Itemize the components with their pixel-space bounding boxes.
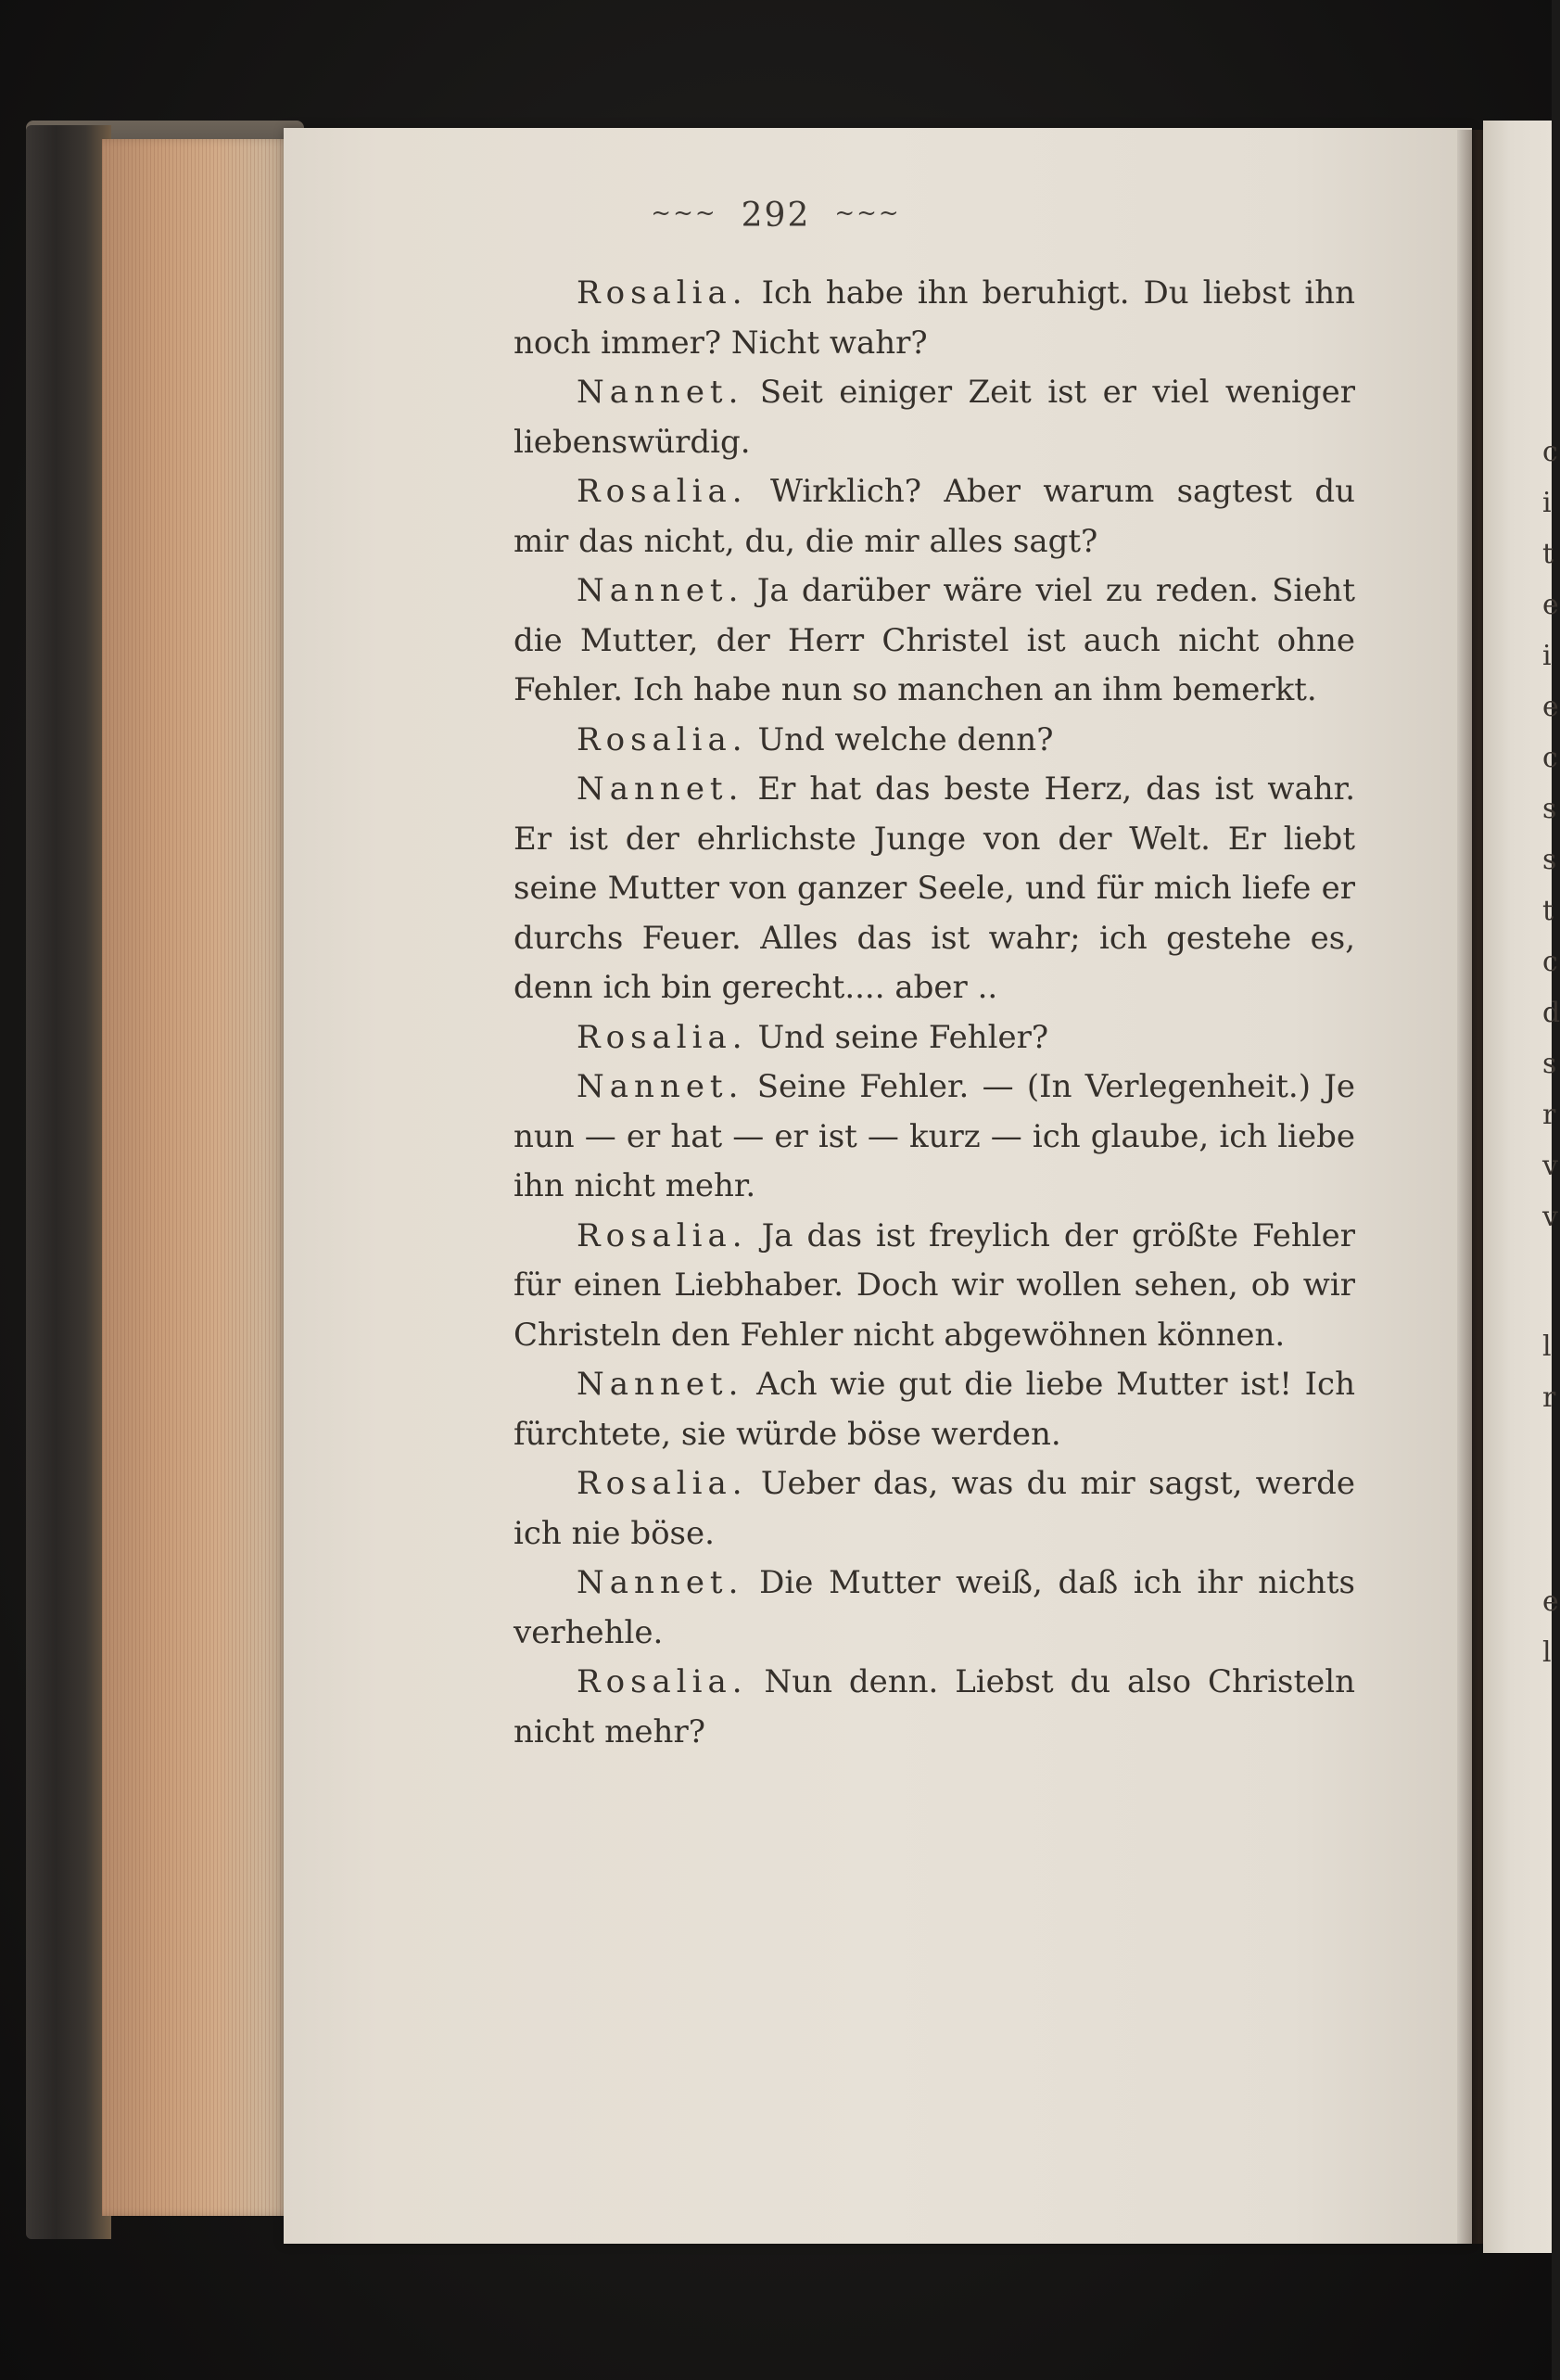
facing-page-fragment: e (1542, 589, 1559, 621)
book-cover (26, 125, 111, 2239)
speaker-name: Rosalia. (577, 1216, 748, 1254)
dialogue-line (514, 1360, 1355, 1459)
page-text (514, 269, 1355, 1757)
facing-page-fragment: i (1542, 487, 1552, 519)
dialogue-text: Und welche denn? (757, 720, 1054, 758)
speaker-name: Rosalia. (577, 1465, 748, 1502)
dialogue-text: Ja das ist freylich der größte Fehler für einen Liebhaber. Doch wir wollen sehen, ob wir Christeln den Fehler nicht abgewöhnen können. (514, 1216, 1356, 1354)
dialogue-text: Ich habe ihn beruhigt. Du liebst ihn noch immer? Nicht wahr? (514, 274, 1355, 362)
dialogue-line (514, 1212, 1355, 1361)
dialogue-text: Wirklich? Aber warum sagtest du mir das nicht, du, die mir alles sagt? (514, 473, 1355, 560)
dialogue-line (514, 765, 1355, 1013)
dialogue-text: Seine Fehler. — (In Verlegenheit.) Je nun — er hat — er ist — kurz — ich glaube, ich liebe ihn nicht mehr. (514, 1068, 1355, 1204)
facing-page-fragment: s (1542, 793, 1557, 825)
facing-page (1483, 121, 1560, 2253)
dialogue-line (514, 269, 1355, 368)
dialogue-text: Seit einiger Zeit ist er viel weniger liebenswürdig. (514, 374, 1356, 461)
facing-page-fragment: r (1542, 1099, 1556, 1131)
speaker-name: Nannet. (577, 374, 744, 411)
page-block-edge (102, 139, 292, 2216)
facing-page-fragment: c (1542, 436, 1558, 468)
speaker-name: Rosalia. (577, 1018, 748, 1056)
dialogue-text: Ueber das, was du mir sagst, werde ich nie böse. (514, 1465, 1356, 1552)
page-header (0, 197, 1552, 235)
speaker-name: Nannet. (577, 770, 744, 808)
dialogue-line (514, 716, 1355, 766)
facing-page-fragment: i (1542, 640, 1552, 672)
dialogue-line (514, 1658, 1355, 1757)
dialogue-text: Ach wie gut die liebe Mutter ist! Ich fürchtete, sie würde böse werden. (514, 1366, 1355, 1453)
facing-page-fragment: s (1542, 844, 1557, 876)
facing-page-fragment: r (1542, 1381, 1556, 1414)
speaker-name: Rosalia. (577, 274, 748, 312)
dialogue-line (514, 1013, 1355, 1063)
facing-page-fragment: e (1542, 691, 1559, 723)
facing-page-fragment: t (1542, 895, 1554, 927)
page-number: 292 (741, 197, 811, 235)
header-ornament-right: ~~~ (834, 199, 901, 227)
facing-page-fragment: t (1542, 538, 1554, 570)
facing-page-fragment: v (1542, 1150, 1558, 1182)
facing-page-fragment: c (1542, 946, 1558, 978)
dialogue-text: Die Mutter weiß, daß ich ihr nichts verhehle. (514, 1564, 1355, 1651)
facing-page-fragment: d (1542, 997, 1560, 1029)
speaker-name: Rosalia. (577, 473, 748, 510)
dialogue-line (514, 1063, 1355, 1212)
dialogue-line (514, 1559, 1355, 1658)
dialogue-text: Nun denn. Liebst du also Christeln nicht mehr? (514, 1663, 1355, 1750)
facing-page-fragment: s (1542, 1048, 1557, 1080)
dialogue-line (514, 1459, 1355, 1559)
speaker-name: Nannet. (577, 1564, 744, 1601)
facing-page-fragment: l (1542, 1636, 1552, 1669)
dialogue-text: Und seine Fehler? (757, 1018, 1049, 1056)
facing-page-fragment: v (1542, 1201, 1558, 1233)
dialogue-line (514, 467, 1355, 566)
speaker-name: Rosalia. (577, 720, 748, 758)
speaker-name: Nannet. (577, 1068, 744, 1105)
dialogue-line (514, 368, 1355, 467)
dialogue-line (514, 566, 1355, 716)
speaker-name: Nannet. (577, 572, 744, 609)
header-ornament-left: ~~~ (651, 199, 717, 227)
dialogue-text: Er hat das beste Herz, das ist wahr. Er ist der ehrlichste Junge von der Welt. Er liebt seine Mutter von ganzer Seele, und für mich liefe er durchs Feuer. Alles das ist wahr; ich gestehe es, denn ich bin gerecht.... aber .. (514, 770, 1356, 1006)
speaker-name: Nannet. (577, 1366, 744, 1403)
facing-page-fragment: e (1542, 1585, 1559, 1618)
dialogue-text: Ja darüber wäre viel zu reden. Sieht die Mutter, der Herr Christel ist auch nicht ohne Fehler. Ich habe nun so manchen an ihm bemerkt. (514, 572, 1355, 708)
speaker-name: Rosalia. (577, 1663, 748, 1700)
facing-page-fragment: l (1542, 1330, 1552, 1363)
facing-page-fragment: c (1542, 742, 1558, 774)
